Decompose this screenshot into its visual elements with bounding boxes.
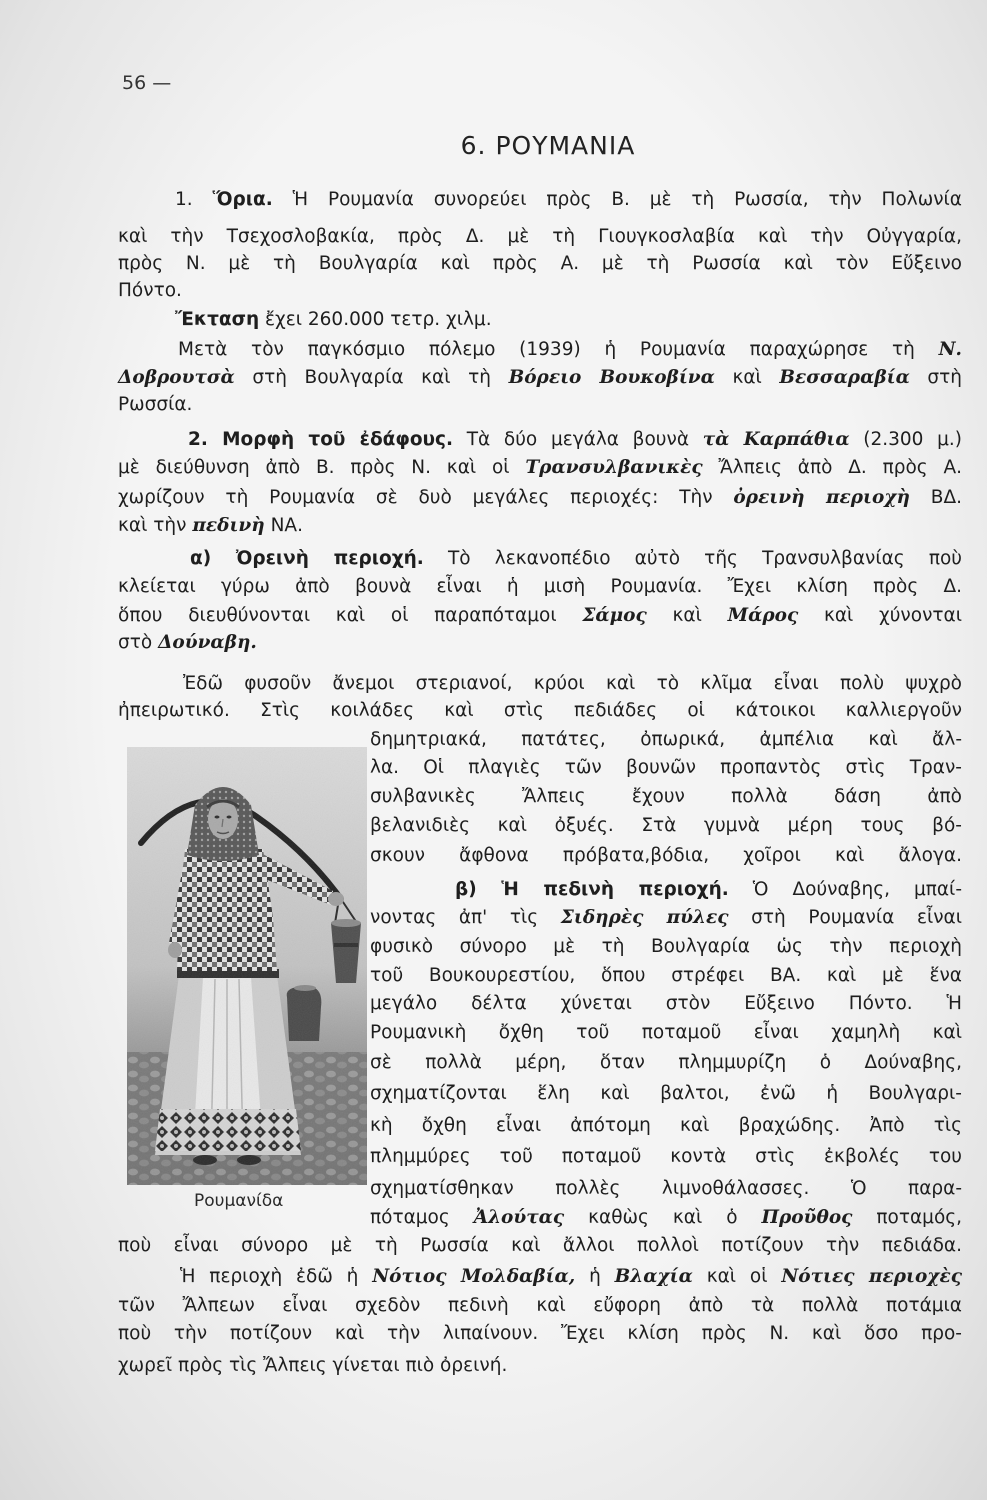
text-line: [118, 1320, 962, 1348]
text-run: Ὁ Δούναβης, μπαί-: [728, 879, 962, 900]
run-emphasis: ὀρεινὴ περιοχὴ: [733, 487, 910, 508]
text-run: μὲ διεύθυνση ἀπὸ Β. πρὸς Ν. καὶ οἱ: [118, 457, 526, 478]
text-line: [118, 1292, 962, 1320]
text-run: στὴ Ρουμανία εἶναι: [728, 907, 963, 928]
text-run: καθὼς καὶ ὁ: [564, 1207, 762, 1228]
run-emphasis: Βεσσαραβία: [779, 367, 910, 388]
text-run: καὶ οἱ: [692, 1266, 782, 1287]
text-line: [370, 962, 962, 990]
run-emphasis: Νότιος Μολδαβία,: [372, 1266, 576, 1287]
text-run: ποταμός,: [852, 1207, 963, 1228]
text-line: [370, 842, 962, 870]
text-run: καὶ τὴν: [118, 515, 193, 536]
text-line: [118, 186, 962, 214]
run-emphasis: Δούναβη.: [158, 632, 257, 653]
run-emphasis: Βόρειο Βουκοβίνα: [508, 367, 715, 388]
text-run: δημητριακά, πατάτες, ὀπωρικά, ἀμπέλια καὶ ἄλ-: [370, 729, 962, 750]
run-emphasis: τὰ Καρπάθια: [702, 429, 850, 450]
text-line: [118, 391, 962, 419]
run-emphasis: Σάμος: [582, 605, 647, 626]
text-run: σκουν ἄφθονα πρόβατα,βόδια, χοῖροι καὶ ἄλογα.: [370, 845, 962, 866]
text-line: [370, 1175, 962, 1203]
text-run: στὴ Βουλγαρία καὶ τὴ: [234, 367, 509, 388]
run-emphasis: Βλαχία: [614, 1266, 693, 1287]
text-run: κλείεται γύρω ἀπὸ βουνὰ εἶναι ἡ μισὴ Ρουμανία. Ἔχει κλίση πρὸς Δ.: [118, 576, 962, 597]
text-run: στὸ: [118, 632, 159, 653]
page-number: 56 —: [122, 72, 172, 94]
text-run: Τὸ λεκανοπέδιο αὐτὸ τῆς Τρανσυλβανίας ποὺ: [423, 548, 962, 569]
text-line: [118, 250, 962, 278]
text-line: [118, 484, 962, 512]
text-run: ὅπου διευθύνονται καὶ οἱ παραπόταμοι: [118, 605, 583, 626]
text-run: σχηματίζονται ἕλη καὶ βαλτοι, ἐνῶ ἡ Βουλγαρι-: [370, 1083, 962, 1104]
text-run: ΝΑ.: [264, 515, 303, 536]
run-heading: Ἔκταση: [175, 309, 260, 330]
text-run: ἔχει 260.000 τετρ. χιλμ.: [259, 309, 492, 330]
run-emphasis: πεδινὴ: [192, 515, 265, 536]
chapter-title: 6. ΡΟΥΜΑΝΙΑ: [460, 131, 636, 160]
text-run: φυσικὸ σύνορο μὲ τὴ Βουλγαρία ὡς τὴν περιοχὴ: [370, 936, 962, 957]
text-run: πλημμύρες τοῦ ποταμοῦ κοντὰ στὶς ἐκβολές του: [370, 1146, 962, 1167]
text-run: καὶ χύνονται: [798, 605, 963, 626]
text-line: [370, 726, 962, 754]
run-emphasis: Προῦθος: [761, 1207, 853, 1228]
text-run: πρὸς Ν. μὲ τὴ Βουλγαρία καὶ πρὸς Α. μὲ τὴ Ρωσσία καὶ τὸν Εὔξεινο: [118, 253, 962, 274]
photo-romanian-woman: [127, 747, 367, 1185]
text-line: [118, 1263, 962, 1291]
text-run: τῶν Ἄλπεων εἶναι σχεδὸν πεδινὴ καὶ εὔφορη ἀπὸ τὰ πολλὰ ποτάμια: [118, 1295, 962, 1316]
text-run: 1.: [175, 189, 213, 210]
text-line: [118, 454, 962, 482]
text-run: Ἡ περιοχὴ ἐδῶ ἡ: [180, 1266, 373, 1287]
run-emphasis: Σιδηρὲς πύλες: [560, 907, 729, 928]
text-run: τοῦ Βουκουρεστίου, ὅπου στρέφει ΒΑ. καὶ μὲ ἕνα: [370, 965, 962, 986]
text-run: συλβανικὲς Ἄλπεις ἔχουν πολλὰ δάση ἀπὸ: [370, 786, 962, 807]
text-line: [118, 364, 962, 392]
run-heading: Ὅρια.: [212, 189, 273, 210]
text-run: χωρεῖ πρὸς τὶς Ἄλπεις γίνεται πιὸ ὀρεινή.: [118, 1355, 508, 1376]
text-line: [370, 1112, 962, 1140]
text-run: καὶ: [714, 367, 780, 388]
text-line: [118, 545, 962, 573]
text-line: [118, 629, 962, 657]
text-line: [118, 1352, 962, 1380]
run-emphasis: Δοβρουτσὰ: [118, 367, 235, 388]
text-line: [118, 1232, 962, 1260]
text-line: [118, 602, 962, 630]
text-run: Μετὰ τὸν παγκόσμιο πόλεμο (1939) ἡ Ρουμανία παραχώρησε τὴ: [178, 339, 939, 360]
run-heading: 2. Μορφὴ τοῦ ἐδάφους.: [188, 429, 454, 450]
text-run: Ἡ Ρουμανία συνορεύει πρὸς Β. μὲ τὴ Ρωσσία, τὴν Πολωνία: [272, 189, 962, 210]
text-run: Ἄλπεις ἀπὸ Δ. πρὸς Α.: [702, 457, 962, 478]
text-line: [118, 512, 962, 540]
text-line: [370, 990, 962, 1018]
text-line: [370, 812, 962, 840]
figure-photo: [127, 747, 367, 1185]
text-line: [118, 670, 962, 698]
run-emphasis: Μάρος: [727, 605, 799, 626]
text-run: Ἐδῶ φυσοῦν ἄνεμοι στεριανοί, κρύοι καὶ τὸ κλῖμα εἶναι πολὺ ψυχρὸ: [183, 673, 962, 694]
text-run: Τὰ δύο μεγάλα βουνὰ: [453, 429, 703, 450]
run-heading: β) Ἡ πεδινὴ περιοχή.: [455, 879, 729, 900]
run-emphasis: Ν.: [938, 339, 962, 360]
text-line: [118, 223, 962, 251]
text-line: [370, 876, 962, 904]
run-heading: α) Ὀρεινὴ περιοχή.: [190, 548, 424, 569]
text-line: [118, 697, 962, 725]
text-run: στὴ: [909, 367, 963, 388]
text-run: ἠπειρωτικό. Στὶς κοιλάδες καὶ στὶς πεδιάδες οἱ κάτοικοι καλλιεργοῦν: [118, 700, 962, 721]
text-line: [370, 933, 962, 961]
run-emphasis: Νότιες περιοχὲς: [781, 1266, 962, 1287]
text-run: ΒΔ.: [909, 487, 963, 508]
text-line: [118, 277, 962, 305]
text-line: [118, 306, 962, 334]
text-line: [370, 783, 962, 811]
text-line: [370, 1019, 962, 1047]
text-run: κὴ ὄχθη εἶναι ἀπότομη καὶ βραχώδης. Ἀπὸ τὶς: [370, 1115, 962, 1136]
text-run: νοντας ἀπ' τὶς: [370, 907, 561, 928]
text-run: πόταμος: [370, 1207, 474, 1228]
text-line: [118, 336, 962, 364]
text-run: Ρωσσία.: [118, 394, 193, 415]
text-line: [118, 573, 962, 601]
text-run: (2.300 μ.): [849, 429, 963, 450]
text-run: σχηματίσθηκαν πολλὲς λιμνοθάλασσες. Ὁ παρα-: [370, 1178, 962, 1199]
text-line: [370, 754, 962, 782]
text-run: Ρουμανικὴ ὄχθη τοῦ ποταμοῦ εἶναι χαμηλὴ καὶ: [370, 1022, 962, 1043]
text-line: [370, 904, 962, 932]
run-emphasis: Ἀλούτας: [473, 1207, 565, 1228]
text-run: καὶ τὴν Τσεχοσλοβακία, πρὸς Δ. μὲ τὴ Γιουγκοσλαβία καὶ τὴν Οὐγγαρία,: [118, 226, 962, 247]
text-run: καὶ: [646, 605, 728, 626]
text-run: χωρίζουν τὴ Ρουμανία σὲ δυὸ μεγάλες περιοχές: Τὴν: [118, 487, 734, 508]
text-run: ποὺ εἶναι σύνορο μὲ τὴ Ρωσσία καὶ ἄλλοι πολλοὶ ποτίζουν τὴν πεδιάδα.: [118, 1235, 962, 1256]
text-run: μεγάλο δέλτα χύνεται στὸν Εὔξεινο Πόντο. Ἡ: [370, 993, 962, 1014]
text-run: λα. Οἱ πλαγιὲς τῶν βουνῶν προπαντὸς στὶς Τραν-: [370, 757, 962, 778]
text-run: ποὺ τὴν ποτίζουν καὶ τὴν λιπαίνουν. Ἔχει κλίση πρὸς Ν. καὶ ὅσο προ-: [118, 1323, 962, 1344]
figure-caption: Ρουμανίδα: [194, 1191, 284, 1211]
text-run: Πόντο.: [118, 280, 182, 301]
text-run: σὲ πολλὰ μέρη, ὅταν πλημμυρίζη ὁ Δούναβης,: [370, 1052, 962, 1073]
text-line: [370, 1143, 962, 1171]
text-line: [370, 1080, 962, 1108]
run-emphasis: Τρανσυλβανικὲς: [525, 457, 703, 478]
text-line: [370, 1049, 962, 1077]
text-line: [370, 1204, 962, 1232]
text-run: ἡ: [575, 1266, 615, 1287]
text-run: βελανιδιὲς καὶ ὀξυές. Στὰ γυμνὰ μέρη τους βό-: [370, 815, 962, 836]
text-line: [118, 426, 962, 454]
